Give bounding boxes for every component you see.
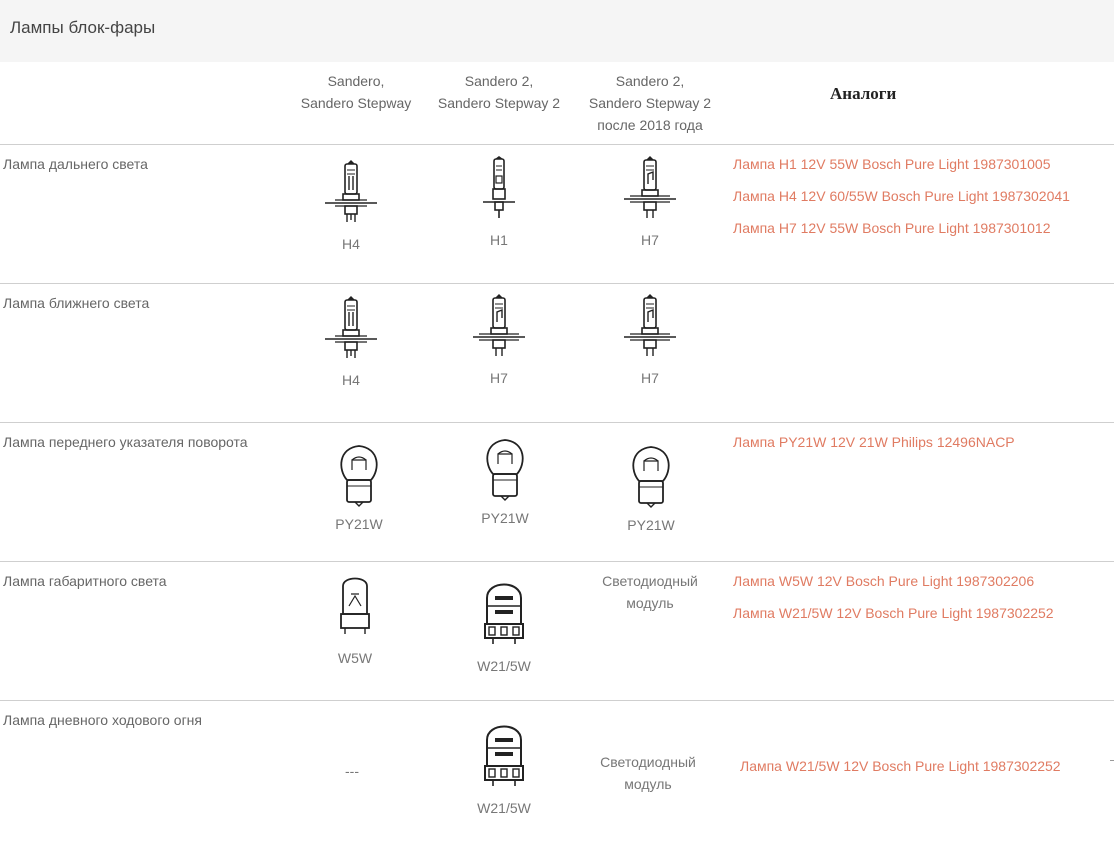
row-label-low-beam: Лампа ближнего света — [3, 295, 150, 311]
w21-5w-bulb-icon — [481, 578, 527, 652]
h1-bulb-icon — [479, 156, 519, 226]
row-label-daytime-running-light: Лампа дневного ходового огня — [3, 712, 202, 728]
lamp-cell: PY21W — [435, 434, 575, 526]
lamp-cell: W5W — [285, 574, 425, 666]
analog-link[interactable]: Лампа W21/5W 12V Bosch Pure Light 1987302252 — [740, 758, 1061, 774]
row-label-front-turn-signal: Лампа переднего указателя поворота — [3, 434, 248, 450]
lamp-cell: PY21W — [581, 441, 721, 533]
column-header-sandero-2: Sandero 2, Sandero Stepway 2 — [437, 73, 561, 111]
empty-cell-dash: --- — [345, 763, 359, 779]
edge-mark — [1110, 760, 1114, 761]
py21w-bulb-icon — [626, 441, 676, 511]
lamp-cell: H7 — [580, 294, 720, 386]
h7-bulb-icon — [620, 156, 680, 226]
w5w-bulb-icon — [335, 574, 375, 644]
lamp-cell: H4 — [281, 296, 421, 388]
lamp-cell: PY21W — [289, 440, 429, 532]
section-header — [0, 0, 1114, 62]
row-divider — [0, 283, 1114, 284]
row-divider — [0, 144, 1114, 145]
row-divider — [0, 561, 1114, 562]
column-header-analogs: Аналоги — [830, 84, 897, 103]
h4-bulb-icon — [321, 296, 381, 366]
lamp-cell: H1 — [429, 156, 569, 248]
analog-link[interactable]: Лампа H4 12V 60/55W Bosch Pure Light 1987302041 — [733, 188, 1070, 204]
h4-bulb-icon — [321, 160, 381, 230]
w21-5w-bulb-icon — [481, 720, 527, 794]
h7-bulb-icon — [620, 294, 680, 364]
row-divider — [0, 700, 1114, 701]
lamp-cell: H7 — [580, 156, 720, 248]
column-header-sandero: Sandero, Sandero Stepway — [300, 73, 412, 111]
analog-link[interactable]: Лампа W5W 12V Bosch Pure Light 1987302206 — [733, 573, 1035, 589]
lamp-cell: W21/5W — [434, 720, 574, 816]
lamp-cell: H7 — [429, 294, 569, 386]
row-label-parking-light: Лампа габаритного света — [3, 573, 167, 589]
lamp-cell: H4 — [281, 160, 421, 252]
led-module-text: Светодиодный модуль — [600, 754, 696, 792]
analog-link[interactable]: Лампа H7 12V 55W Bosch Pure Light 1987301012 — [733, 220, 1051, 236]
lamp-cell: W21/5W — [434, 578, 574, 674]
section-title: Лампы блок-фары — [10, 18, 156, 37]
led-module-text: Светодиодный модуль — [602, 573, 698, 611]
row-label-high-beam: Лампа дальнего света — [3, 156, 148, 172]
py21w-bulb-icon — [334, 440, 384, 510]
h7-bulb-icon — [469, 294, 529, 364]
column-header-sandero-2-2018: Sandero 2, Sandero Stepway 2 после 2018 года — [588, 73, 712, 133]
analog-link[interactable]: Лампа H1 12V 55W Bosch Pure Light 1987301005 — [733, 156, 1051, 172]
row-divider — [0, 422, 1114, 423]
py21w-bulb-icon — [480, 434, 530, 504]
analog-link[interactable]: Лампа W21/5W 12V Bosch Pure Light 1987302252 — [733, 605, 1054, 621]
analog-link[interactable]: Лампа PY21W 12V 21W Philips 12496NACP — [733, 434, 1015, 450]
